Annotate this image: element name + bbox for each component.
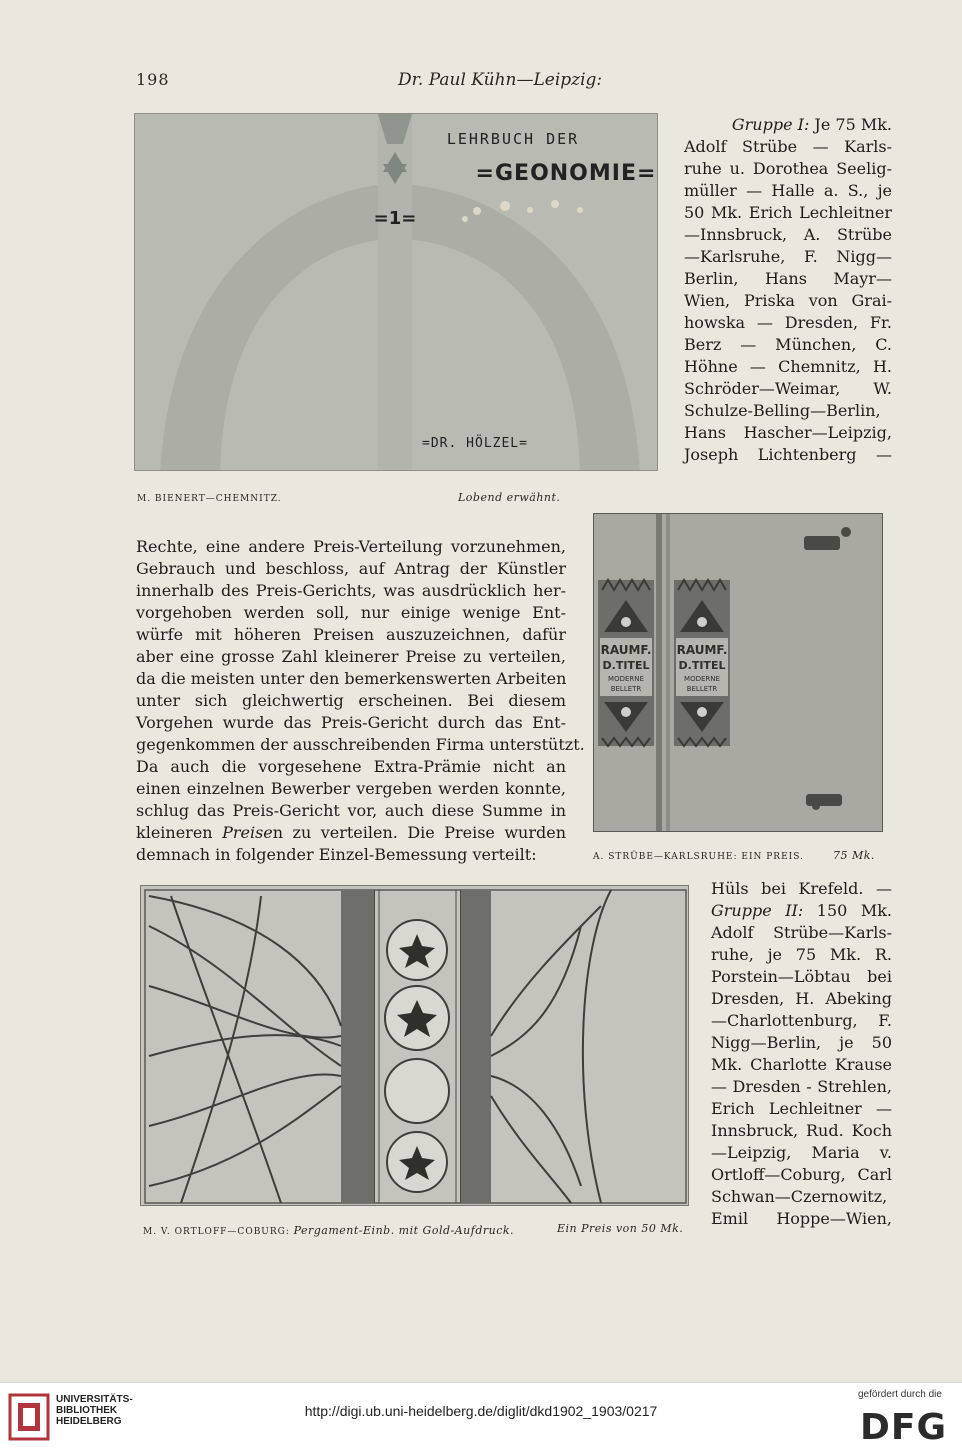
raumf-label-line2: D.TITEL (602, 659, 650, 672)
text-line: Vorgehen wurde das Preis-Gericht durch das Ent- (136, 713, 566, 732)
text-line: Emil Hoppe—Wien, (711, 1209, 892, 1228)
plate-geonomie-cover (134, 113, 658, 471)
permalink-url[interactable]: http://digi.ub.uni-heidelberg.de/diglit/dkd1902_1903/0217 (304, 1403, 658, 1419)
svg-text:DFG: DFG (860, 1407, 948, 1445)
caption-ortloff: M. V. ORTLOFF—COBURG: Pergament-Einb. mit Gold-Aufdruck. (143, 1224, 515, 1237)
text-line: howska — Dresden, Fr. (684, 313, 892, 332)
text-line: ruhe u. Dorothea Seelig- (684, 159, 892, 178)
text-line: vorgehoben werden soll, nur einige wenige Ent- (136, 603, 566, 622)
raumf-cover-artwork (594, 514, 883, 832)
right-column-bottom-text (711, 878, 892, 1230)
text-line: Höhne — Chemnitz, H. (684, 357, 892, 376)
text-line: Joseph Lichtenberg — (684, 445, 892, 464)
raumf-label-line2: D.TITEL (678, 659, 726, 672)
caption-geonomie-note: Lobend erwähnt. (458, 491, 561, 504)
raumf-label-line4: BELLETR (686, 685, 718, 693)
text-line: aber eine grosse Zahl kleinerer Preise zu verteilen, (136, 647, 566, 666)
text-line: Rechte, eine andere Preis-Verteilung vorzunehmen, (136, 537, 566, 556)
text-line: einen einzelnen Bewerber vergeben werden konnte, (136, 779, 566, 798)
right-column-top-text (684, 114, 892, 466)
raumf-label-line3: MODERNE (684, 675, 720, 683)
cover-author: =DR. HÖLZEL= (422, 436, 528, 451)
raumf-label-line1: RAUMF. (676, 643, 728, 657)
raumf-label-line4: BELLETR (610, 685, 642, 693)
text-line: Da auch die vorgesehene Extra-Prämie nicht an (136, 757, 566, 776)
text-line: Erich Lechleitner — (711, 1099, 892, 1118)
text-line: würfe mit höheren Preisen auszuzeichnen, dafür (136, 625, 566, 644)
cover-title-line2: =GEONOMIE= (475, 161, 657, 186)
library-name: UNIVERSITÄTS- BIBLIOTHEK HEIDELBERG (56, 1394, 133, 1427)
text-line: Berz — München, C. (684, 335, 892, 354)
text-line: —Charlottenburg, F. (711, 1011, 892, 1030)
text-line: Gruppe I: Je 75 Mk. (731, 115, 892, 134)
text-line: Gruppe II: 150 Mk. (711, 901, 892, 920)
text-line: innerhalb des Preis-Gerichts, was ausdrücklich her- (136, 581, 566, 600)
page-number: 198 (136, 70, 170, 89)
raumf-label-line1: RAUMF. (600, 643, 652, 657)
plate-ortloff-binding (140, 885, 689, 1206)
text-line: Porstein—Löbtau bei (711, 967, 892, 986)
running-title: Dr. Paul Kühn—Leipzig: (398, 70, 603, 90)
text-line: Schröder—Weimar, W. (684, 379, 892, 398)
text-line: Nigg—Berlin, je 50 (711, 1033, 892, 1052)
ortloff-binding-artwork (141, 886, 689, 1206)
text-line: —Karlsruhe, F. Nigg— (684, 247, 892, 266)
text-line: Dresden, H. Abeking (711, 989, 892, 1008)
text-line: unter sich gleichwertig erscheinen. Bei diesem (136, 691, 566, 710)
text-line: gegenkommen der ausschreibenden Firma unterstützt. (136, 735, 585, 754)
dfg-logo (860, 1405, 952, 1445)
text-line: Hüls bei Krefeld. — (711, 879, 892, 898)
cover-title-line1: LEHRBUCH DER (446, 130, 580, 148)
text-line: —Leipzig, Maria v. (711, 1143, 892, 1162)
geonomie-cover-artwork (135, 114, 658, 471)
main-body-text (136, 536, 585, 866)
text-line: Wien, Priska von Grai- (684, 291, 892, 310)
text-line: ruhe, je 75 Mk. R. (711, 945, 892, 964)
text-line: Ortloff—Coburg, Carl (711, 1165, 892, 1184)
text-line: — Dresden - Strehlen, (711, 1077, 892, 1096)
plate-raumf-cover (593, 513, 883, 832)
text-line: kleineren Preisen zu verteilen. Die Preise wurden (136, 823, 566, 842)
text-line: 50 Mk. Erich Lechleitner (684, 203, 892, 222)
text-line: da die meisten unter den bemerkenswerten Arbeiten (136, 669, 567, 688)
funded-by-label: gefördert durch die (858, 1389, 942, 1400)
text-line: Innsbruck, Rud. Koch (711, 1121, 892, 1140)
text-line: Gebrauch und beschloss, auf Antrag der Künstler (136, 559, 566, 578)
text-line: Hans Hascher—Leipzig, (684, 423, 892, 442)
text-line: Schulze-Belling—Berlin, (684, 401, 881, 420)
raumf-label-line3: MODERNE (608, 675, 644, 683)
text-line: —Innsbruck, A. Strübe (684, 225, 892, 244)
caption-raumf-note: 75 Mk. (833, 849, 875, 862)
text-line: demnach in folgender Einzel-Bemessung verteilt: (136, 845, 537, 864)
footer-bar (0, 1382, 962, 1452)
caption-geonomie-artist: M. BIENERT—CHEMNITZ. (137, 494, 282, 504)
caption-ortloff-note: Ein Preis von 50 Mk. (557, 1222, 684, 1235)
text-line: Berlin, Hans Mayr— (684, 269, 892, 288)
text-line: schlug das Preis-Gericht vor, auch diese Summe in (136, 801, 566, 820)
text-line: müller — Halle a. S., je (684, 181, 892, 200)
cover-volume: =1= (373, 208, 417, 229)
text-line: Adolf Strübe — Karls- (684, 137, 892, 156)
text-line: Adolf Strübe—Karls- (711, 923, 892, 942)
text-line: Schwan—Czernowitz, (711, 1187, 888, 1206)
text-line: Mk. Charlotte Krause (711, 1055, 892, 1074)
caption-raumf-artist: A. STRÜBE—KARLSRUHE: EIN PREIS. (593, 852, 804, 862)
